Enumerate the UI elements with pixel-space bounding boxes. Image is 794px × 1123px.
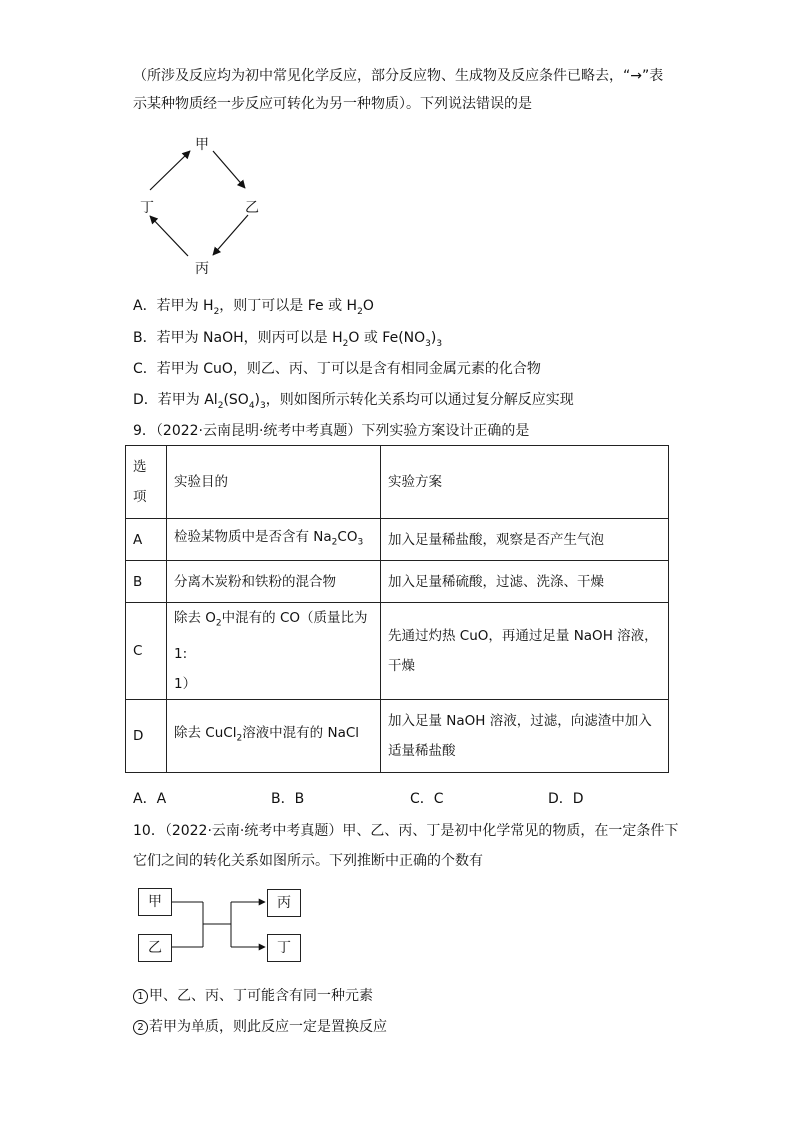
row-b-purpose: 分离木炭粉和铁粉的混合物: [167, 561, 381, 603]
q9-answer-d[interactable]: D．D: [548, 791, 584, 807]
box-ding: 丁: [267, 934, 301, 962]
row-c-purpose: 除去 $O_2$中混有的 CO（质量比为 1: 1）: [167, 603, 381, 700]
question-10-title-line2: 它们之间的转化关系如图所示。下列推断中正确的个数有: [133, 853, 483, 869]
arrow-jia-to-yi: [213, 151, 245, 188]
row-c-plan: 先通过灼热 CuO，再通过足量 NaOH 溶液， 干燥: [381, 603, 669, 700]
experiment-table: [125, 445, 669, 773]
row-d-plan: 加入足量 NaOH 溶液，过滤，向滤渣中加入 适量稀盐酸: [381, 699, 669, 772]
question-9-title: 9．（2022·云南昆明·统考中考真题）下列实验方案设计正确的是: [133, 423, 530, 439]
diagram-node-right: 乙: [245, 200, 259, 216]
box-bing: 丙: [267, 889, 301, 917]
question-8-intro: （所涉及反应均为初中常见化学反应，部分反应物、生成物及反应条件已略去，“→”表示某种物质经一步反应可转化为另一种物质）。下列说法错误的是: [133, 68, 664, 112]
arrow-yi-to-bing: [213, 215, 248, 255]
row-a-option: A: [126, 519, 167, 561]
header-option: 选 项: [126, 446, 167, 519]
header-purpose: 实验目的: [167, 446, 381, 519]
q8-option-b[interactable]: B．若甲为 NaOH，则丙可以是 $H_2O$ 或 $Fe(NO_3)_3$: [133, 330, 443, 349]
q8-option-d[interactable]: D．若甲为 $Al_2(SO_4)_3$，则如图所示转化关系均可以通过复分解反应实现: [133, 392, 574, 411]
table-row: [126, 519, 669, 561]
q9-answer-b[interactable]: B．B: [271, 791, 305, 807]
statement-1: 1 甲、乙、丙、丁可能含有同一种元素: [133, 986, 373, 1006]
row-d-option: D: [126, 699, 167, 772]
circled-number: 2: [133, 1020, 148, 1035]
circled-number: 1: [133, 989, 148, 1004]
box-yi: 乙: [138, 934, 172, 962]
row-a-purpose: 检验某物质中是否含有 $Na_2CO_3$: [167, 519, 381, 561]
arrow-bing-to-ding: [150, 216, 188, 256]
box-jia: 甲: [138, 888, 172, 916]
diagram-node-top: 甲: [195, 137, 209, 153]
q8-option-a[interactable]: A．若甲为 $H_2$，则丁可以是 Fe 或 $H_2O$: [133, 298, 374, 317]
row-b-plan: 加入足量稀硫酸，过滤、洗涤、干燥: [381, 561, 669, 603]
table-row: [126, 603, 669, 700]
table-row: [126, 699, 669, 772]
row-d-purpose: 除去 CuCl$_2$溶液中混有的 NaCl: [167, 699, 381, 772]
header-plan: 实验方案: [381, 446, 669, 519]
table-header-row: [126, 446, 669, 519]
diagram-node-left: 丁: [140, 200, 154, 216]
row-a-plan: 加入足量稀盐酸，观察是否产生气泡: [381, 519, 669, 561]
question-10-title-line1: 10．（2022·云南·统考中考真题）甲、乙、丙、丁是初中化学常见的物质，在一定条件下: [133, 823, 679, 839]
table-row: [126, 561, 669, 603]
arrow-ding-to-jia: [150, 151, 190, 190]
q9-answer-c[interactable]: C．C: [410, 791, 444, 807]
row-b-option: B: [126, 561, 167, 603]
statement-2: 2 若甲为单质，则此反应一定是置换反应: [133, 1017, 387, 1037]
diagram-node-bottom: 丙: [195, 261, 209, 277]
row-c-option: C: [126, 603, 167, 700]
q9-answer-a[interactable]: A．A: [133, 791, 167, 807]
q8-option-c[interactable]: C．若甲为 CuO，则乙、丙、丁可以是含有相同金属元素的化合物: [133, 361, 541, 377]
